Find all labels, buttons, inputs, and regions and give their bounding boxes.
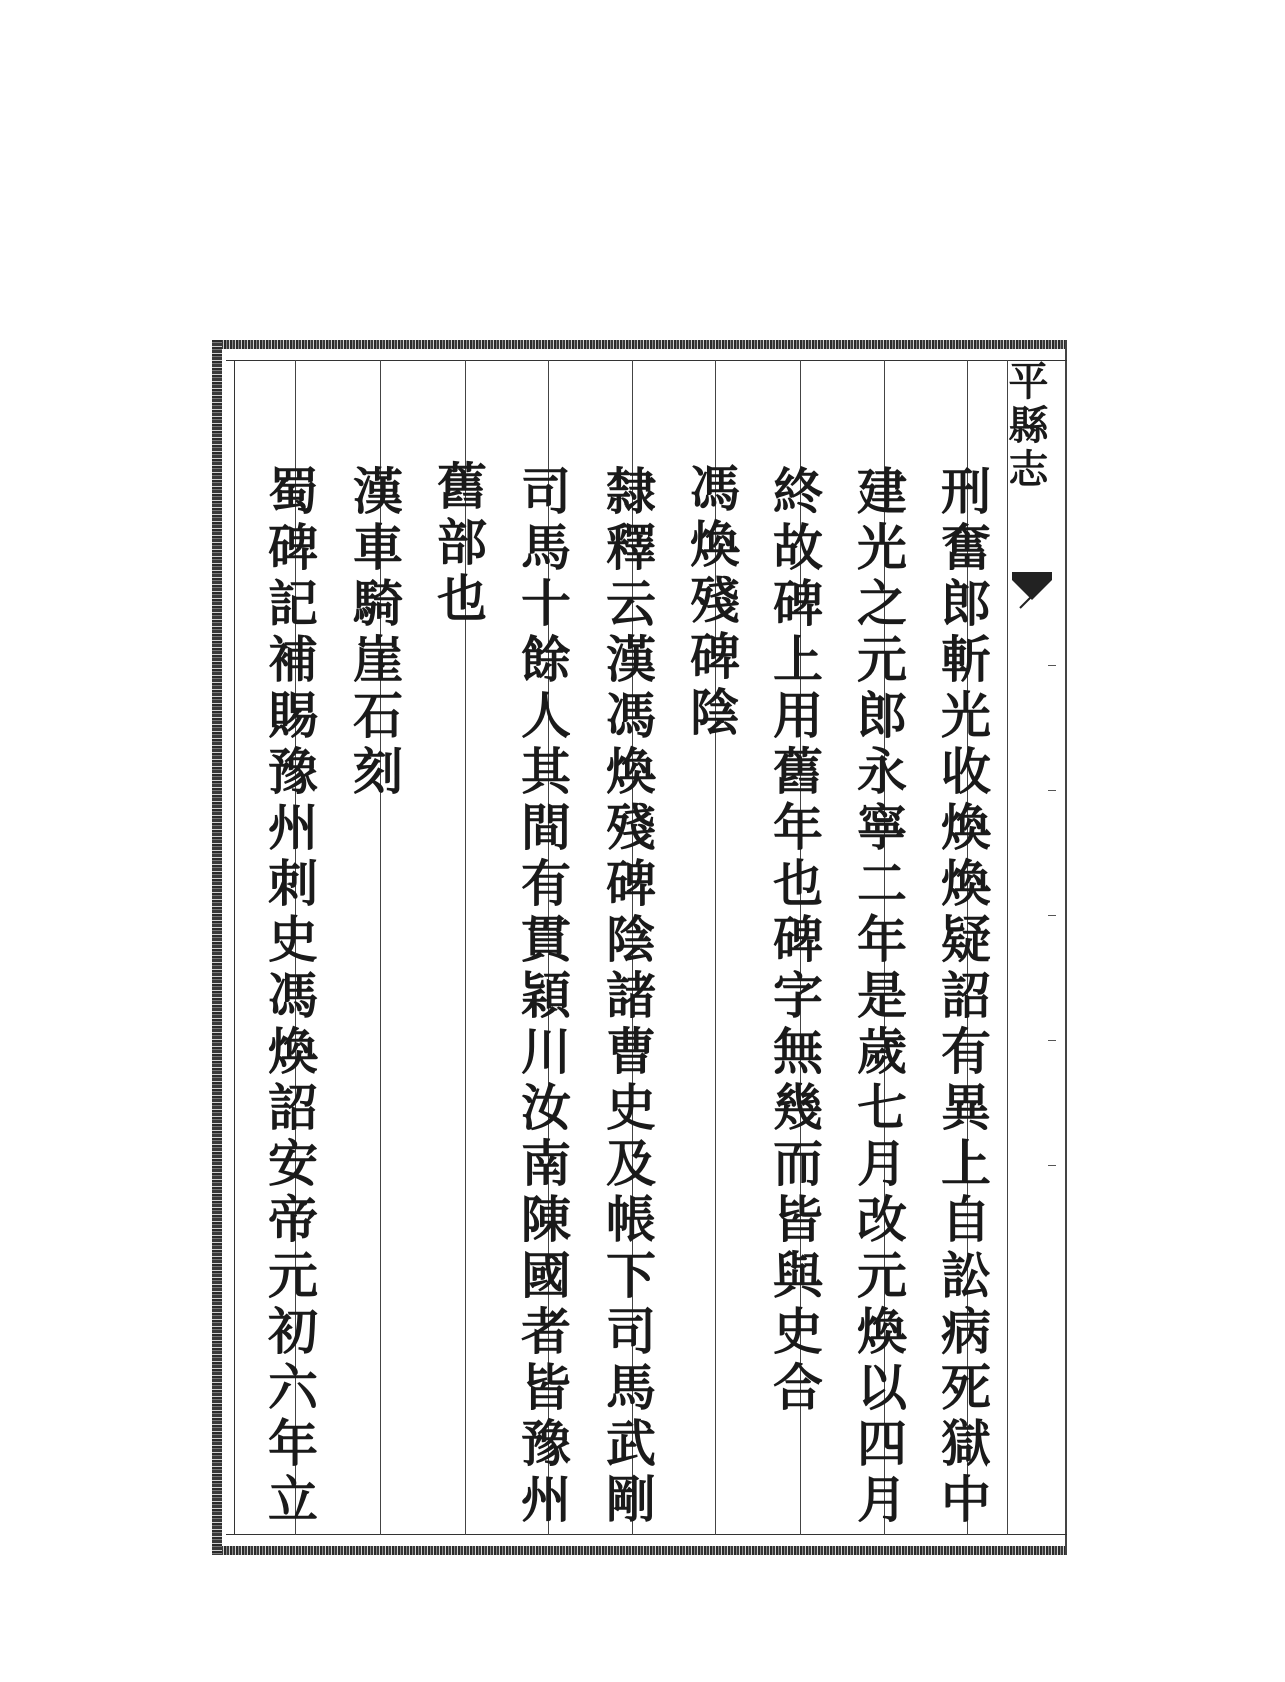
fold-mark (1048, 790, 1056, 791)
text-column-2: 建光之元郎永寧二年是歲七月改元煥以四月 (849, 465, 908, 1529)
text-column-4-heading: 馮煥殘碑陰 (682, 462, 741, 742)
text-column-1: 刑奮郎斬光收煥煥疑詔有異上自訟病死獄中 (933, 465, 992, 1529)
column-rule (1007, 360, 1008, 1535)
inner-rule-top (226, 360, 1067, 361)
text-column-5: 隸釋云漢馮煥殘碑陰諸曹史及帳下司馬武剛 (598, 465, 657, 1529)
text-column-3: 終故碑上用舊年也碑字無幾而皆與史合 (765, 465, 824, 1417)
fold-mark (1048, 1040, 1056, 1041)
fold-mark (1048, 915, 1056, 916)
frame-border-right (1065, 340, 1067, 1555)
inner-rule-bottom (226, 1534, 1067, 1535)
frame-border-top (212, 340, 1067, 349)
fold-mark (1048, 665, 1056, 666)
frame-border-bottom (212, 1546, 1067, 1555)
text-column-6: 司馬十餘人其間有貫穎川汝南陳國者皆豫州 (513, 465, 572, 1529)
inner-rule-left (234, 360, 235, 1535)
text-column-8-heading: 漢車騎崖石刻 (345, 465, 404, 801)
text-column-7: 舊部也 (429, 460, 488, 628)
fishtail-mark (1010, 570, 1054, 610)
text-column-9: 蜀碑記補賜豫州刺史馮煥詔安帝元初六年立 (260, 465, 319, 1529)
fold-mark (1048, 1165, 1056, 1166)
frame-border-left (212, 340, 222, 1555)
margin-title: 平縣志 (1002, 360, 1049, 492)
